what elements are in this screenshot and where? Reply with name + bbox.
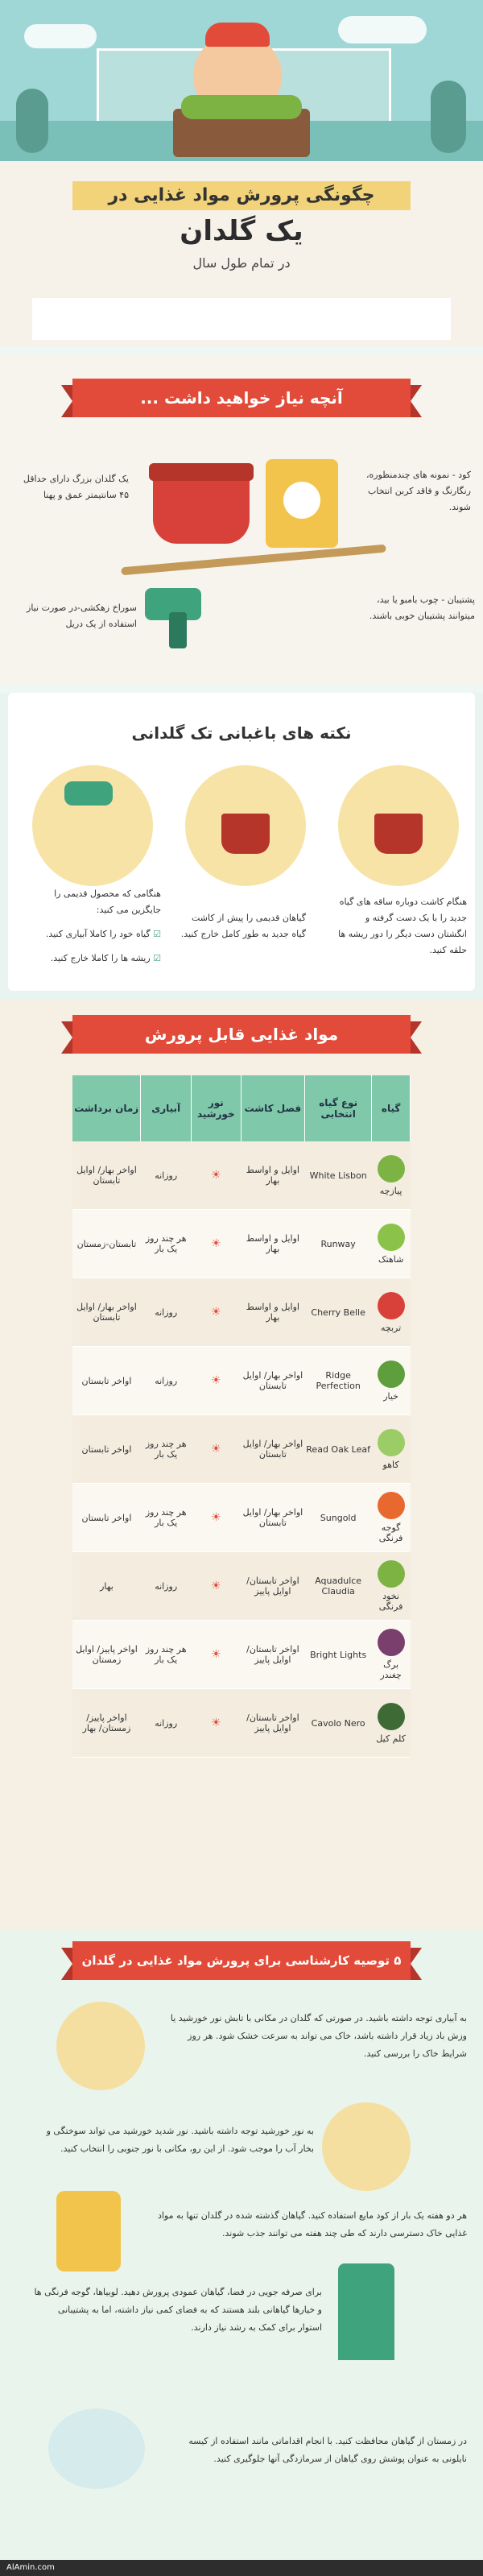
cell-sun: [191, 1689, 241, 1758]
table-row: [72, 1689, 411, 1758]
table-header-row: [72, 1075, 411, 1141]
tip-remove-text: گیاهان قدیمی را پیش از کاشت گیاه جدید به طور کامل خارج کنید.: [180, 913, 306, 939]
rec-fertilizer-text: هر دو هفته یک بار از کود مایع استفاده کنید. گیاهان گذشته شده در گلدان تنها به مواد غذایی خاک دسترسی دارند که طی چند هفته می توانند جذب شوند.: [157, 2210, 467, 2238]
plant-icon: [378, 1292, 405, 1319]
cell-sun: [191, 1141, 241, 1210]
pot-rim: [149, 463, 254, 481]
sun-icon: ☀: [211, 1580, 221, 1592]
cell-sow-text: اواخر بهار/ اوایل تابستان: [242, 1370, 303, 1391]
cell-harvest: [72, 1347, 141, 1415]
cell-sow: [241, 1552, 304, 1621]
cell-harvest: [72, 1415, 141, 1484]
cell-harvest-text: اواخر تابستان: [81, 1375, 132, 1386]
cell-harvest: [72, 1689, 141, 1758]
recommendations-heading: ۵ توصیه کارشناسی برای پرورش مواد غذایی در گلدان: [72, 1941, 411, 1980]
watering-can-icon: [64, 781, 113, 806]
cell-harvest: [72, 1552, 141, 1621]
table-row: [72, 1141, 411, 1210]
cell-plant: [372, 1141, 411, 1210]
cell-water: [141, 1347, 192, 1415]
cell-variety-text: Aquadulce Claudia: [315, 1576, 362, 1597]
cell-harvest: [72, 1210, 141, 1278]
tree-shape: [16, 89, 48, 153]
cell-water: [141, 1689, 192, 1758]
plant-icon: [378, 1560, 405, 1588]
cell-plant: [372, 1484, 411, 1552]
plant-icon: [378, 1429, 405, 1456]
cell-sow-text: اوایل و اواسط بهار: [246, 1302, 299, 1323]
cell-water: [141, 1415, 192, 1484]
rec-vertical-text: برای صرفه جویی در فضا، گیاهان عمودی پرورش دهید. لوبیاها، گوجه فرنگی ها و خیارها گیاهانی بلند هستند که به فضای کمی نیاز داشته، اما به پشتیبانی استوار برای کمک به رشد نیاز دارند.: [34, 2287, 322, 2333]
cell-sun: [191, 1278, 241, 1347]
cell-plant: [372, 1347, 411, 1415]
table-row: [72, 1278, 411, 1347]
tool-drill-text: سوراخ زهکشی-در صورت نیاز استفاده از یک دریل: [27, 603, 137, 629]
cell-variety: [305, 1141, 372, 1210]
cell-variety-text: Ridge Perfection: [316, 1370, 361, 1391]
cell-sow: [241, 1141, 304, 1210]
col-plant: گیاه: [372, 1075, 411, 1141]
plant-icon: [378, 1360, 405, 1388]
col-sun: نور خورشید: [191, 1075, 241, 1141]
hero-illustration: [0, 0, 483, 161]
cell-variety: [305, 1347, 372, 1415]
footer-watermark: AlAmin.com: [0, 2560, 483, 2576]
plants-shape: [181, 95, 302, 119]
tools-heading: آنچه نیاز خواهید داشت ...: [72, 379, 411, 417]
plant-name: تربچه: [380, 1322, 402, 1333]
cell-water-text: هر چند روز یک بار: [145, 1644, 187, 1665]
plant-icon: [378, 1224, 405, 1251]
cell-water-text: هر چند روز یک بار: [145, 1233, 187, 1254]
cell-sow-text: اواخر بهار/ اوایل تابستان: [242, 1439, 303, 1460]
sun-icon: ☀: [211, 1511, 221, 1524]
cloud-shape: [24, 24, 97, 48]
plant-icon: [378, 1703, 405, 1730]
cell-variety-text: Cavolo Nero: [311, 1717, 365, 1729]
cell-variety: [305, 1689, 372, 1758]
col-sow: فصل کاشت: [241, 1075, 304, 1141]
cell-variety-text: Cherry Belle: [311, 1307, 365, 1318]
table-row: [72, 1552, 411, 1621]
cell-water: [141, 1210, 192, 1278]
cell-sun: [191, 1621, 241, 1689]
tip-replace-item-2: [24, 950, 161, 967]
plant-name: شاهتک: [378, 1253, 404, 1265]
cell-harvest-text: اواخر تابستان: [81, 1512, 132, 1523]
cell-variety-text: White Lisbon: [309, 1170, 367, 1181]
cloud-shape: [338, 16, 427, 43]
cell-plant: [372, 1415, 411, 1484]
plant-icon: [378, 1155, 405, 1182]
cell-water: [141, 1278, 192, 1347]
checkbox-icon: ☑: [150, 929, 161, 939]
cell-water-text: روزانه: [155, 1375, 178, 1386]
sun-icon: ☀: [211, 1443, 221, 1456]
title-line-1: چگونگی پرورش مواد غذایی در: [72, 181, 411, 210]
sun-icon: ☀: [211, 1169, 221, 1182]
cell-harvest-text: اواخر پاییز/ زمستان/ بهار: [82, 1713, 131, 1733]
cell-plant: [372, 1621, 411, 1689]
rec-sun-text: به نور خورشید توجه داشته باشید. نور شدید خورشید می تواند سوختگی و بخار آب را موجب شود. از این رو، مکانی با نور جنوبی را انتخاب کنید.: [46, 2126, 314, 2154]
cell-water: [141, 1621, 192, 1689]
cell-variety-text: Bright Lights: [310, 1649, 367, 1660]
cell-water: [141, 1141, 192, 1210]
cell-sow: [241, 1278, 304, 1347]
tip-replace-title: هنگامی که محصول قدیمی را جایگزین می کنید:: [54, 888, 161, 915]
cell-sun: [191, 1415, 241, 1484]
rec-vertical-illustration: [338, 2263, 394, 2360]
cell-sun: [191, 1347, 241, 1415]
table-row: [72, 1210, 411, 1278]
tree-shape: [431, 81, 466, 153]
table-row: [72, 1621, 411, 1689]
title-blank-panel: [32, 298, 451, 340]
cell-sow-text: اوایل و اواسط بهار: [246, 1165, 299, 1186]
cell-variety-text: Sungold: [320, 1512, 357, 1523]
table-body: [72, 1141, 411, 1758]
cell-water-text: روزانه: [155, 1717, 178, 1729]
cell-variety-text: Runway: [320, 1238, 356, 1249]
sun-icon: ☀: [211, 1237, 221, 1250]
cell-sow: [241, 1210, 304, 1278]
cell-plant: [372, 1278, 411, 1347]
cell-sow: [241, 1621, 304, 1689]
cell-water: [141, 1484, 192, 1552]
tip-replace-item-1-label: گیاه خود را کاملا آبیاری کنید.: [45, 929, 151, 939]
sun-icon: ☀: [211, 1306, 221, 1319]
plant-name: برگ چغندر: [380, 1659, 402, 1680]
crops-table: [72, 1075, 411, 1758]
plant-name: کاهو: [382, 1459, 399, 1470]
plant-icon: [378, 1492, 405, 1519]
table-heading: مواد غذایی قابل پرورش: [72, 1015, 411, 1054]
tips-heading: نکته های باغبانی تک گلدانی: [131, 723, 352, 743]
cell-water-text: روزانه: [155, 1170, 178, 1181]
cell-water-text: هر چند روز یک بار: [145, 1439, 187, 1460]
cell-harvest-text: اواخر بهار/ اوایل تابستان: [76, 1302, 137, 1323]
cell-harvest-text: اواخر پاییز/ اوایل زمستان: [76, 1644, 138, 1665]
table-row: [72, 1484, 411, 1552]
cell-variety: [305, 1210, 372, 1278]
drill-handle: [169, 612, 187, 648]
pot-icon: [374, 814, 423, 854]
checkbox-icon: ☑: [150, 953, 161, 963]
tool-compost-text: کود - نمونه های چندمنظوره، رنگارنگ و فاقد کربن انتخاب شوند.: [365, 470, 471, 512]
cell-harvest-text: اواخر تابستان: [81, 1443, 132, 1455]
sun-icon: ☀: [211, 1648, 221, 1661]
col-variety: نوع گیاه انتخابی: [305, 1075, 372, 1141]
cell-variety: [305, 1484, 372, 1552]
cell-variety-text: Read Oak Leaf: [306, 1443, 370, 1455]
rec-sun-illustration: [322, 2102, 411, 2191]
cell-sun: [191, 1210, 241, 1278]
cell-sun: [191, 1484, 241, 1552]
title-block: [72, 181, 411, 286]
cell-sow-text: اوایل و اواسط بهار: [246, 1233, 299, 1254]
cell-sow: [241, 1347, 304, 1415]
title-line-2: یک گلدان: [180, 215, 303, 247]
plant-icon: [378, 1629, 405, 1656]
title-line-3: در تمام طول سال: [192, 255, 291, 271]
tip-replant-text: هنگام کاشت دوباره ساقه های گیاه جدید را با یک دست گرفته و انگشتان دست دیگر را دور ریشه ها حلقه کنید.: [338, 897, 467, 955]
cell-sun: [191, 1552, 241, 1621]
cell-water-text: روزانه: [155, 1580, 178, 1592]
cell-harvest: [72, 1484, 141, 1552]
rec-winter-illustration: [48, 2408, 145, 2489]
gardener-hat: [205, 23, 270, 47]
cell-harvest-text: بهار: [100, 1580, 114, 1592]
rec-fertilizer-illustration: [56, 2191, 121, 2272]
sun-icon: ☀: [211, 1374, 221, 1387]
tip-replace-item-1: [24, 926, 161, 942]
cell-sow: [241, 1415, 304, 1484]
cell-sow-text: اواخر تابستان/ اوایل پاییز: [246, 1713, 299, 1733]
compost-logo: [283, 482, 320, 519]
cell-harvest: [72, 1278, 141, 1347]
cell-variety: [305, 1415, 372, 1484]
plant-name: خیار: [383, 1390, 398, 1402]
cell-sow: [241, 1689, 304, 1758]
tool-pot-text: یک گلدان بزرگ دارای حداقل ۴۵ سانتیمتر عمق و پهنا: [23, 474, 129, 500]
cell-plant: [372, 1689, 411, 1758]
cell-sow-text: اواخر تابستان/ اوایل پاییز: [246, 1576, 299, 1597]
cell-sow-text: اواخر بهار/ اوایل تابستان: [242, 1507, 303, 1528]
pot-illustration: [153, 471, 250, 544]
cell-sow-text: اواخر تابستان/ اوایل پاییز: [246, 1644, 299, 1665]
cell-water-text: روزانه: [155, 1307, 178, 1318]
col-water: آبیاری: [141, 1075, 192, 1141]
cell-variety: [305, 1552, 372, 1621]
plant-name: پیازچه: [379, 1185, 402, 1196]
tip-replace-item-2-label: ریشه ها را کاملا خارج کنید.: [50, 953, 151, 963]
plant-name: گوجه فرنگی: [378, 1522, 403, 1543]
cell-water-text: هر چند روز یک بار: [145, 1507, 187, 1528]
cell-plant: [372, 1210, 411, 1278]
col-harvest: زمان برداشت: [72, 1075, 141, 1141]
cell-variety: [305, 1621, 372, 1689]
plant-name: کلم کیل: [376, 1733, 406, 1744]
plant-name: نخود فرنگی: [378, 1591, 403, 1612]
cell-harvest-text: تابستان-زمستان: [76, 1238, 137, 1249]
table-row: [72, 1347, 411, 1415]
pot-icon: [221, 814, 270, 854]
sun-icon: ☀: [211, 1717, 221, 1729]
cell-water: [141, 1552, 192, 1621]
cell-sow: [241, 1484, 304, 1552]
rec-water-illustration: [56, 2002, 145, 2090]
rec-winter-text: در زمستان از گیاهان محافظت کنید. با انجام اقداماتی مانند استفاده از کیسه نایلونی به عنوان پوشش روی گیاهان از سرمازدگی آنها جلوگیری کنید.: [188, 2436, 467, 2464]
cell-harvest-text: اواخر بهار/ اوایل تابستان: [76, 1165, 137, 1186]
table-row: [72, 1415, 411, 1484]
cell-harvest: [72, 1141, 141, 1210]
cell-harvest: [72, 1621, 141, 1689]
cell-variety: [305, 1278, 372, 1347]
rec-water-text: به آبیاری توجه داشته باشید. در صورتی که گلدان در مکانی با تابش نور خورشید یا وزش باد زیاد قرار داشته باشد، خاک می تواند به سرعت خشک شود. هر روز شرایط خاک را بررسی کنید.: [170, 2013, 467, 2059]
tool-stakes-text: پشتیبان - چوب بامبو یا بید، میتوانند پشتیبان خوبی باشند.: [369, 594, 475, 621]
cell-plant: [372, 1552, 411, 1621]
